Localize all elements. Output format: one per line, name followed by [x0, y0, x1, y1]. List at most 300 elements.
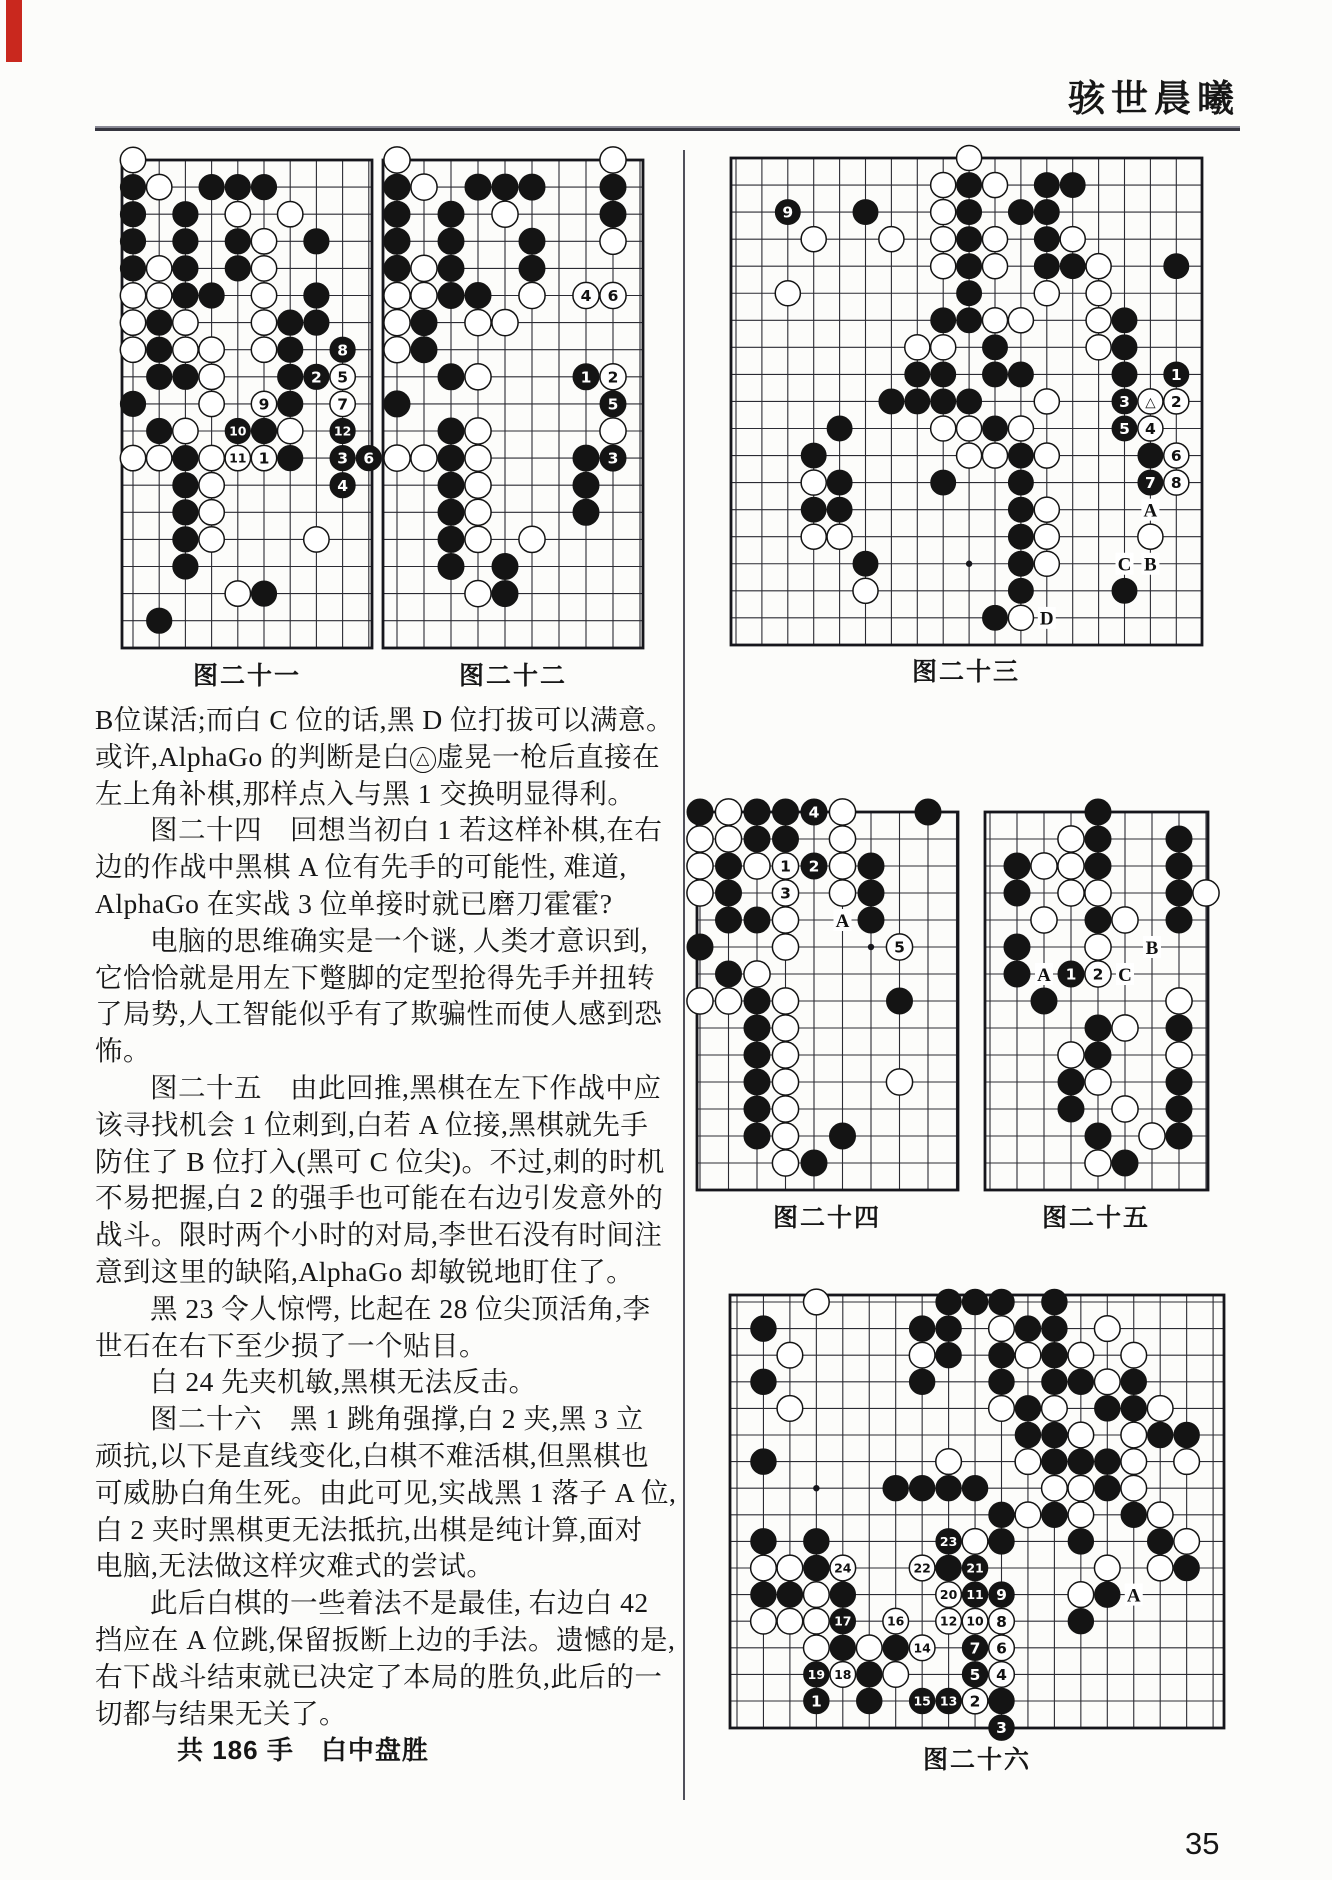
white-stone	[909, 1342, 935, 1368]
white-stone	[931, 254, 956, 279]
white-stone	[1042, 1396, 1068, 1422]
black-stone	[989, 1529, 1015, 1555]
black-stone	[384, 228, 410, 254]
black-stone	[751, 1449, 777, 1475]
black-stone	[931, 362, 956, 387]
black-stone	[1008, 443, 1033, 468]
black-stone	[962, 1555, 988, 1581]
black-stone	[936, 1342, 962, 1368]
black-stone	[883, 1475, 909, 1501]
white-stone	[304, 527, 329, 552]
white-stone	[801, 227, 826, 252]
white-stone	[772, 1069, 798, 1095]
text-line: 图二十六 黑 1 跳角强撑,白 2 夹,黑 3 立	[150, 1403, 644, 1435]
white-stone	[909, 1635, 935, 1661]
point-letter-A	[1035, 963, 1053, 986]
black-stone	[225, 418, 250, 443]
black-stone	[989, 1715, 1015, 1741]
white-stone	[1085, 1150, 1111, 1176]
go-board-diagram-22	[367, 144, 659, 664]
white-stone	[982, 443, 1007, 468]
white-stone	[715, 799, 741, 825]
black-stone	[962, 1635, 988, 1661]
white-stone	[1034, 389, 1059, 414]
black-stone	[962, 1582, 988, 1608]
black-stone	[251, 581, 276, 606]
stone-move-number: 1	[810, 1692, 822, 1711]
black-stone	[304, 229, 329, 254]
black-stone	[982, 416, 1007, 441]
white-stone	[1031, 853, 1057, 879]
black-stone	[438, 472, 464, 498]
stone-move-number: 4	[580, 287, 592, 306]
white-stone	[1085, 1069, 1111, 1095]
white-stone	[931, 335, 956, 360]
white-stone	[120, 310, 145, 335]
stone-move-number: 5	[337, 368, 348, 387]
text-line: 边的作战中黑棋 A 位有先手的可能性, 难道,	[95, 851, 627, 883]
black-stone	[1031, 988, 1057, 1014]
black-stone	[1068, 1369, 1094, 1395]
stone-move-number: 6	[996, 1639, 1007, 1658]
white-stone	[225, 581, 250, 606]
white-stone	[330, 391, 355, 416]
white-stone	[1121, 1342, 1147, 1368]
white-stone	[1034, 524, 1059, 549]
white-stone	[1086, 254, 1111, 279]
white-stone	[801, 470, 826, 495]
black-stone	[989, 1342, 1015, 1368]
white-stone	[384, 310, 410, 336]
text-line: 或许,AlphaGo 的判断是白 △ 虚晃一枪后直接在	[95, 740, 661, 772]
black-stone	[909, 1688, 935, 1714]
point-letter-B	[1143, 936, 1161, 959]
black-stone	[1008, 497, 1033, 522]
black-stone	[1042, 1289, 1068, 1315]
white-stone	[199, 472, 224, 497]
black-stone	[438, 499, 464, 525]
black-stone	[411, 337, 437, 363]
black-stone	[1058, 1096, 1084, 1122]
white-stone	[772, 934, 798, 960]
white-stone	[886, 1069, 912, 1095]
black-stone	[879, 389, 904, 414]
black-stone	[1015, 1422, 1041, 1448]
black-stone	[957, 200, 982, 225]
diagram-caption: 图二十四	[772, 1205, 882, 1232]
black-stone	[744, 799, 770, 825]
white-stone	[715, 988, 741, 1014]
white-stone	[199, 527, 224, 552]
black-stone	[173, 445, 198, 470]
black-stone	[304, 364, 329, 389]
stone-move-number: 3	[1119, 393, 1130, 412]
white-stone	[801, 524, 826, 549]
white-stone	[827, 524, 852, 549]
white-stone	[1094, 1316, 1120, 1342]
black-stone	[957, 281, 982, 306]
black-stone	[573, 499, 599, 525]
black-stone	[1008, 578, 1033, 603]
black-stone	[827, 497, 852, 522]
black-stone	[573, 364, 599, 390]
stone-move-number: 5	[1119, 420, 1130, 439]
black-stone	[1147, 1529, 1173, 1555]
white-stone	[1015, 1342, 1041, 1368]
black-stone	[1058, 961, 1084, 987]
black-stone	[1164, 362, 1189, 387]
white-stone	[384, 337, 410, 363]
black-stone	[120, 256, 145, 281]
stone-move-number: 22	[913, 1560, 931, 1576]
black-stone	[905, 362, 930, 387]
black-stone	[173, 364, 198, 389]
white-stone	[1008, 416, 1033, 441]
stone-move-number: 1	[258, 449, 270, 468]
stone-move-number: 12	[939, 1613, 958, 1629]
white-stone	[1112, 1015, 1138, 1041]
stone-move-number: 4	[337, 476, 348, 495]
white-stone	[830, 1555, 856, 1581]
white-stone	[989, 1396, 1015, 1422]
svg-text:D: D	[1039, 608, 1054, 630]
text-line: 它恰恰就是用左下蹩脚的定型抢得先手并扭转	[95, 961, 655, 993]
svg-text:A: A	[1037, 964, 1051, 986]
white-stone	[1060, 227, 1085, 252]
black-stone	[519, 228, 545, 254]
white-stone	[1031, 907, 1057, 933]
white-stone	[225, 201, 250, 226]
white-stone	[982, 172, 1007, 197]
white-stone	[251, 337, 276, 362]
white-stone	[772, 1096, 798, 1122]
header-rule	[95, 126, 1240, 131]
white-stone	[1138, 416, 1163, 441]
black-stone	[573, 472, 599, 498]
black-stone	[715, 880, 741, 906]
stone-move-number: 1	[780, 857, 791, 876]
stone-move-number: △	[1145, 394, 1156, 411]
stone-move-number: 7	[1145, 474, 1156, 493]
white-stone	[1138, 524, 1163, 549]
black-stone	[1042, 1502, 1068, 1528]
white-stone	[936, 1449, 962, 1475]
text-line: 世石在右下至少损了一个贴目。	[95, 1329, 487, 1361]
text-line: B位谋活;而白 C 位的话,黑 D 位打拔可以满意。	[95, 704, 675, 735]
text-line: 白 24 先夹机敏,黑棋无法反击。	[150, 1366, 537, 1398]
black-stone	[600, 445, 626, 471]
black-stone	[931, 470, 956, 495]
black-stone	[384, 391, 410, 417]
white-stone	[1174, 1529, 1200, 1555]
white-stone	[982, 308, 1007, 333]
stone-move-number: 17	[834, 1613, 852, 1629]
black-stone	[438, 282, 464, 308]
black-stone	[438, 526, 464, 552]
black-stone	[1112, 416, 1137, 441]
white-stone	[829, 799, 855, 825]
black-stone	[1112, 578, 1137, 603]
stone-move-number: 6	[607, 287, 619, 306]
black-stone	[1008, 551, 1033, 576]
black-stone	[199, 283, 224, 308]
white-stone	[1086, 281, 1111, 306]
triangle-marker-icon: △	[410, 747, 436, 773]
text-line: 怖。	[95, 1035, 151, 1067]
white-stone	[465, 445, 491, 471]
black-stone	[384, 255, 410, 281]
black-stone	[801, 1150, 827, 1176]
black-stone	[225, 256, 250, 281]
black-stone	[1042, 1449, 1068, 1475]
black-stone	[330, 337, 355, 362]
black-stone	[801, 497, 826, 522]
black-stone	[830, 1608, 856, 1634]
white-stone	[829, 853, 855, 879]
text-line: 黑 23 令人惊愕, 比起在 28 位尖顶活角,李	[150, 1292, 651, 1324]
white-stone	[384, 147, 410, 173]
white-stone	[411, 174, 437, 200]
white-stone	[251, 229, 276, 254]
black-stone	[304, 310, 329, 335]
black-stone	[1034, 172, 1059, 197]
black-stone	[804, 1662, 830, 1688]
white-stone	[251, 445, 276, 470]
point-letter-D	[1038, 607, 1056, 630]
stone-move-number: 1	[580, 368, 592, 387]
white-stone	[830, 1662, 856, 1688]
white-stone	[1086, 335, 1111, 360]
white-stone	[465, 418, 491, 444]
white-stone	[465, 364, 491, 390]
white-stone	[1193, 880, 1219, 906]
black-stone	[492, 553, 518, 579]
black-stone	[829, 1123, 855, 1149]
white-stone	[1085, 934, 1111, 960]
svg-text:C: C	[1117, 554, 1132, 576]
white-stone	[1147, 1555, 1173, 1581]
svg-text:B: B	[1144, 554, 1157, 576]
black-stone	[744, 1123, 770, 1149]
white-stone	[465, 472, 491, 498]
black-stone	[1068, 1608, 1094, 1634]
stone-move-number: 16	[886, 1613, 905, 1629]
white-stone	[957, 416, 982, 441]
white-stone	[251, 256, 276, 281]
white-stone	[905, 335, 930, 360]
black-stone	[1112, 335, 1137, 360]
stone-move-number: 1	[1170, 365, 1182, 384]
white-stone	[687, 880, 713, 906]
white-stone	[909, 1555, 935, 1581]
svg-text:C: C	[1118, 964, 1132, 986]
black-stone	[1008, 200, 1033, 225]
stone-move-number: 12	[333, 423, 352, 439]
stone-move-number: 9	[258, 395, 270, 414]
text-line: 不易把握,白 2 的强手也可能在右边引发意外的	[95, 1182, 664, 1214]
black-stone	[173, 472, 198, 497]
black-stone	[1034, 254, 1059, 279]
black-stone	[1094, 1449, 1120, 1475]
black-stone	[989, 1289, 1015, 1315]
white-stone	[600, 147, 626, 173]
white-stone	[1174, 1449, 1200, 1475]
black-stone	[715, 961, 741, 987]
black-stone	[801, 443, 826, 468]
white-stone	[772, 1150, 798, 1176]
text-line: 电脑的思维确实是一个谜, 人类才意识到,	[150, 924, 649, 956]
text-line: 可威胁白角生死。由此可见,实战黑 1 落子 A 位,	[95, 1476, 677, 1508]
go-board-diagram-25	[969, 796, 1224, 1206]
white-stone	[146, 445, 171, 470]
white-stone	[989, 1662, 1015, 1688]
text-line: 此后白棋的一些着法不是最佳, 右边白 42	[150, 1587, 649, 1619]
white-stone	[1166, 1042, 1192, 1068]
stone-move-number: 14	[913, 1640, 931, 1656]
black-stone	[1085, 853, 1111, 879]
white-stone	[173, 337, 198, 362]
point-letter-B	[1141, 553, 1159, 576]
white-stone	[411, 282, 437, 308]
black-stone	[1042, 1316, 1068, 1342]
white-stone	[982, 227, 1007, 252]
white-stone	[120, 283, 145, 308]
black-stone	[199, 174, 224, 199]
black-stone	[957, 308, 982, 333]
white-stone	[173, 310, 198, 335]
white-stone	[225, 445, 250, 470]
page-number: 35	[1185, 1826, 1220, 1861]
black-stone	[411, 310, 437, 336]
white-stone	[1164, 389, 1189, 414]
white-stone	[1034, 281, 1059, 306]
stone-move-number: 8	[1170, 474, 1182, 493]
black-stone	[225, 174, 250, 199]
white-stone	[1034, 497, 1059, 522]
stone-move-number: 5	[969, 1665, 981, 1684]
black-stone	[804, 1555, 830, 1581]
black-stone	[744, 907, 770, 933]
black-stone	[173, 201, 198, 226]
white-stone	[989, 1608, 1015, 1634]
white-stone	[277, 201, 302, 226]
black-stone	[886, 988, 912, 1014]
white-stone	[744, 961, 770, 987]
white-stone	[199, 500, 224, 525]
black-stone	[1042, 1369, 1068, 1395]
black-stone	[146, 337, 171, 362]
red-corner-mark	[6, 0, 22, 62]
white-stone	[772, 853, 798, 879]
black-stone	[600, 391, 626, 417]
black-stone	[936, 1688, 962, 1714]
black-stone	[989, 1369, 1015, 1395]
white-stone	[962, 1608, 988, 1634]
black-stone	[1112, 389, 1137, 414]
white-stone	[1068, 1475, 1094, 1501]
white-stone	[465, 581, 491, 607]
black-stone	[1174, 1555, 1200, 1581]
white-stone	[931, 172, 956, 197]
black-stone	[909, 1475, 935, 1501]
white-stone	[804, 1289, 830, 1315]
black-stone	[384, 201, 410, 227]
white-stone	[1068, 1502, 1094, 1528]
text-line: 电脑,无法做这样灾难式的尝试。	[95, 1550, 495, 1582]
white-stone	[804, 1608, 830, 1634]
point-letter-C	[1116, 963, 1134, 986]
white-stone	[772, 1015, 798, 1041]
svg-text:B: B	[1145, 937, 1159, 959]
stone-move-number: 23	[939, 1533, 958, 1549]
stone-move-number: 7	[969, 1639, 981, 1658]
black-stone	[1060, 254, 1085, 279]
stone-move-number: 1	[1065, 965, 1077, 984]
black-stone	[277, 310, 302, 335]
black-stone	[1004, 853, 1030, 879]
white-stone	[853, 578, 878, 603]
white-stone	[856, 1635, 882, 1661]
go-board-diagram-24	[681, 796, 974, 1206]
black-stone	[146, 364, 171, 389]
white-stone	[936, 1608, 962, 1634]
stone-move-number: 8	[337, 341, 348, 360]
text-line: 共 186 手 白中盘胜	[177, 1735, 429, 1766]
black-stone	[801, 799, 827, 825]
black-stone	[1085, 799, 1111, 825]
white-stone	[199, 391, 224, 416]
white-stone	[1058, 853, 1084, 879]
black-stone	[519, 174, 545, 200]
black-stone	[830, 1582, 856, 1608]
white-stone	[1068, 1582, 1094, 1608]
black-stone	[146, 310, 171, 335]
black-stone	[251, 418, 276, 443]
text-line: AlphaGo 在实战 3 位单接时就已磨刀霍霍?	[95, 887, 613, 919]
stone-move-number: 11	[966, 1587, 984, 1603]
white-stone	[1058, 1042, 1084, 1068]
diagram-caption: 图二十一	[192, 663, 302, 690]
black-stone	[438, 228, 464, 254]
black-stone	[1094, 1582, 1120, 1608]
black-stone	[751, 1316, 777, 1342]
svg-text:A: A	[1143, 500, 1158, 522]
black-stone	[751, 1529, 777, 1555]
go-board-diagram-21	[106, 144, 388, 664]
stone-move-number: 3	[337, 449, 348, 468]
text-line: 了局势,人工智能似乎有了欺骗性而使人感到恐	[95, 998, 663, 1030]
white-stone	[931, 200, 956, 225]
white-stone	[804, 1635, 830, 1661]
black-stone	[1004, 961, 1030, 987]
black-stone	[982, 362, 1007, 387]
white-stone	[1042, 1475, 1068, 1501]
black-stone	[1121, 1396, 1147, 1422]
black-stone	[304, 283, 329, 308]
white-stone	[251, 283, 276, 308]
black-stone	[936, 1529, 962, 1555]
black-stone	[715, 853, 741, 879]
stone-move-number: 6	[363, 449, 375, 468]
text-line: 该寻找机会 1 位刺到,白若 A 位接,黑棋就先手	[95, 1108, 649, 1140]
white-stone	[384, 282, 410, 308]
white-stone	[957, 145, 982, 170]
black-stone	[856, 1662, 882, 1688]
black-stone	[1085, 907, 1111, 933]
text-line: 顽抗,以下是直线变化,白棋不难活棋,但黑棋也	[95, 1439, 650, 1471]
white-stone	[989, 1316, 1015, 1342]
white-stone	[1085, 961, 1111, 987]
